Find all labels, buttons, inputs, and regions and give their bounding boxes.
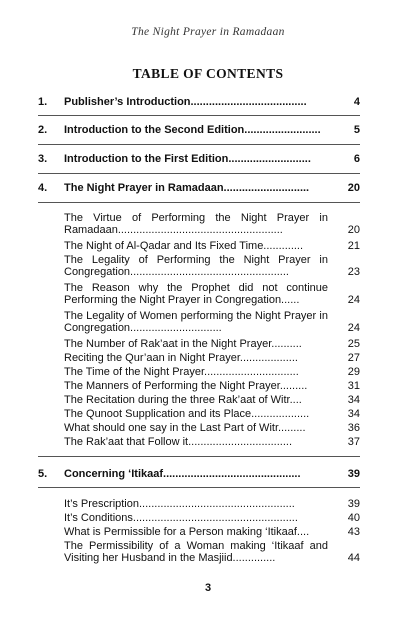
toc-subitem[interactable]: It’s Conditions...................................................... 40 [64,512,360,524]
toc-entry-4[interactable] [38,180,360,196]
subitem-page: 25 [347,338,360,350]
entry-title: Publisher’s Introduction...................................... [64,96,307,108]
toc-subitem[interactable]: The Rak’aat that Follow it.................................. 37 [64,436,360,448]
divider [38,202,360,203]
subitem-page: 23 [347,266,360,278]
toc-subitem[interactable]: The Time of the Night Prayer............................... 29 [64,366,360,378]
divider [38,115,360,116]
running-head: The Night Prayer in Ramadaan [131,26,285,38]
subitem-page: 43 [347,526,360,538]
toc-subitem[interactable]: The Legality of Performing the Night Prayer in Congregation.................................................... 23 [64,254,360,278]
entry-title: Concerning ‘Itikaaf............................................. [64,468,301,480]
divider [38,173,360,174]
toc-subitem[interactable]: The Qunoot Supplication and its Place................... 34 [64,408,360,420]
entry-number: 5. [38,468,48,480]
toc-subitem[interactable]: The Virtue of Performing the Night Prayer in Ramadaan...................................................... 20 [64,212,360,236]
subitem-page: 31 [347,380,360,392]
divider [38,456,360,457]
divider [38,144,360,145]
entry-title: Introduction to the First Edition........................... [64,153,311,165]
entry-number: 4. [38,182,48,194]
entry-page: 6 [353,153,360,165]
subitem-page: 34 [347,394,360,406]
toc-subitem[interactable]: The Number of Rak’aat in the Night Prayer.......... 25 [64,338,360,350]
toc-subitem[interactable]: The Night of Al-Qadar and Its Fixed Time............. 21 [64,240,360,252]
subitem-page: 24 [347,322,360,334]
entry-page: 4 [353,96,360,108]
entry-number: 2. [38,124,48,136]
subitem-page: 21 [347,240,360,252]
toc-subitem[interactable]: The Recitation during the three Rak’aat of Witr.... 34 [64,394,360,406]
toc-subitem[interactable]: The Permissibility of a Woman making ‘Itikaaf and Visiting her Husband in the Masjiid.............. 44 [64,540,360,564]
subitem-page: 37 [347,436,360,448]
entry-page: 5 [353,124,360,136]
toc-entry-1[interactable] [38,94,360,110]
entry-page: 20 [347,182,360,194]
entry-number: 1. [38,96,48,108]
toc-subitem[interactable]: What is Permissible for a Person making ‘Itikaaf.... 43 [64,526,360,538]
subitem-page: 34 [347,408,360,420]
toc-entry-2[interactable] [38,122,360,138]
entry-title: Introduction to the Second Edition......................... [64,124,321,136]
toc-title: TABLE OF CONTENTS [132,66,284,81]
subitem-page: 20 [347,224,360,236]
toc-subitem[interactable]: The Legality of Women performing the Night Prayer in Congregation.............................. 24 [64,310,360,334]
toc-entry-3[interactable] [38,151,360,167]
subitem-page: 40 [347,512,360,524]
subitem-page: 27 [347,352,360,364]
toc-entry-5[interactable] [38,466,360,482]
page-number: 3 [204,582,212,594]
divider [38,487,360,488]
toc-subitem[interactable]: Reciting the Qur’aan in Night Prayer................... 27 [64,352,360,364]
toc-subitem[interactable]: The Reason why the Prophet did not continue Performing the Night Prayer in Congregation...... 24 [64,282,360,306]
toc-subitem[interactable]: The Manners of Performing the Night Prayer......... 31 [64,380,360,392]
entry-number: 3. [38,153,48,165]
toc-subitem[interactable]: It’s Prescription................................................... 39 [64,498,360,510]
subitem-page: 29 [347,366,360,378]
subitem-page: 44 [347,552,360,564]
toc-subitem[interactable]: What should one say in the Last Part of Witr......... 36 [64,422,360,434]
subitem-page: 39 [347,498,360,510]
entry-page: 39 [347,468,360,480]
subitem-page: 36 [347,422,360,434]
subitem-page: 24 [347,294,360,306]
entry-title: The Night Prayer in Ramadaan............................ [64,182,310,194]
